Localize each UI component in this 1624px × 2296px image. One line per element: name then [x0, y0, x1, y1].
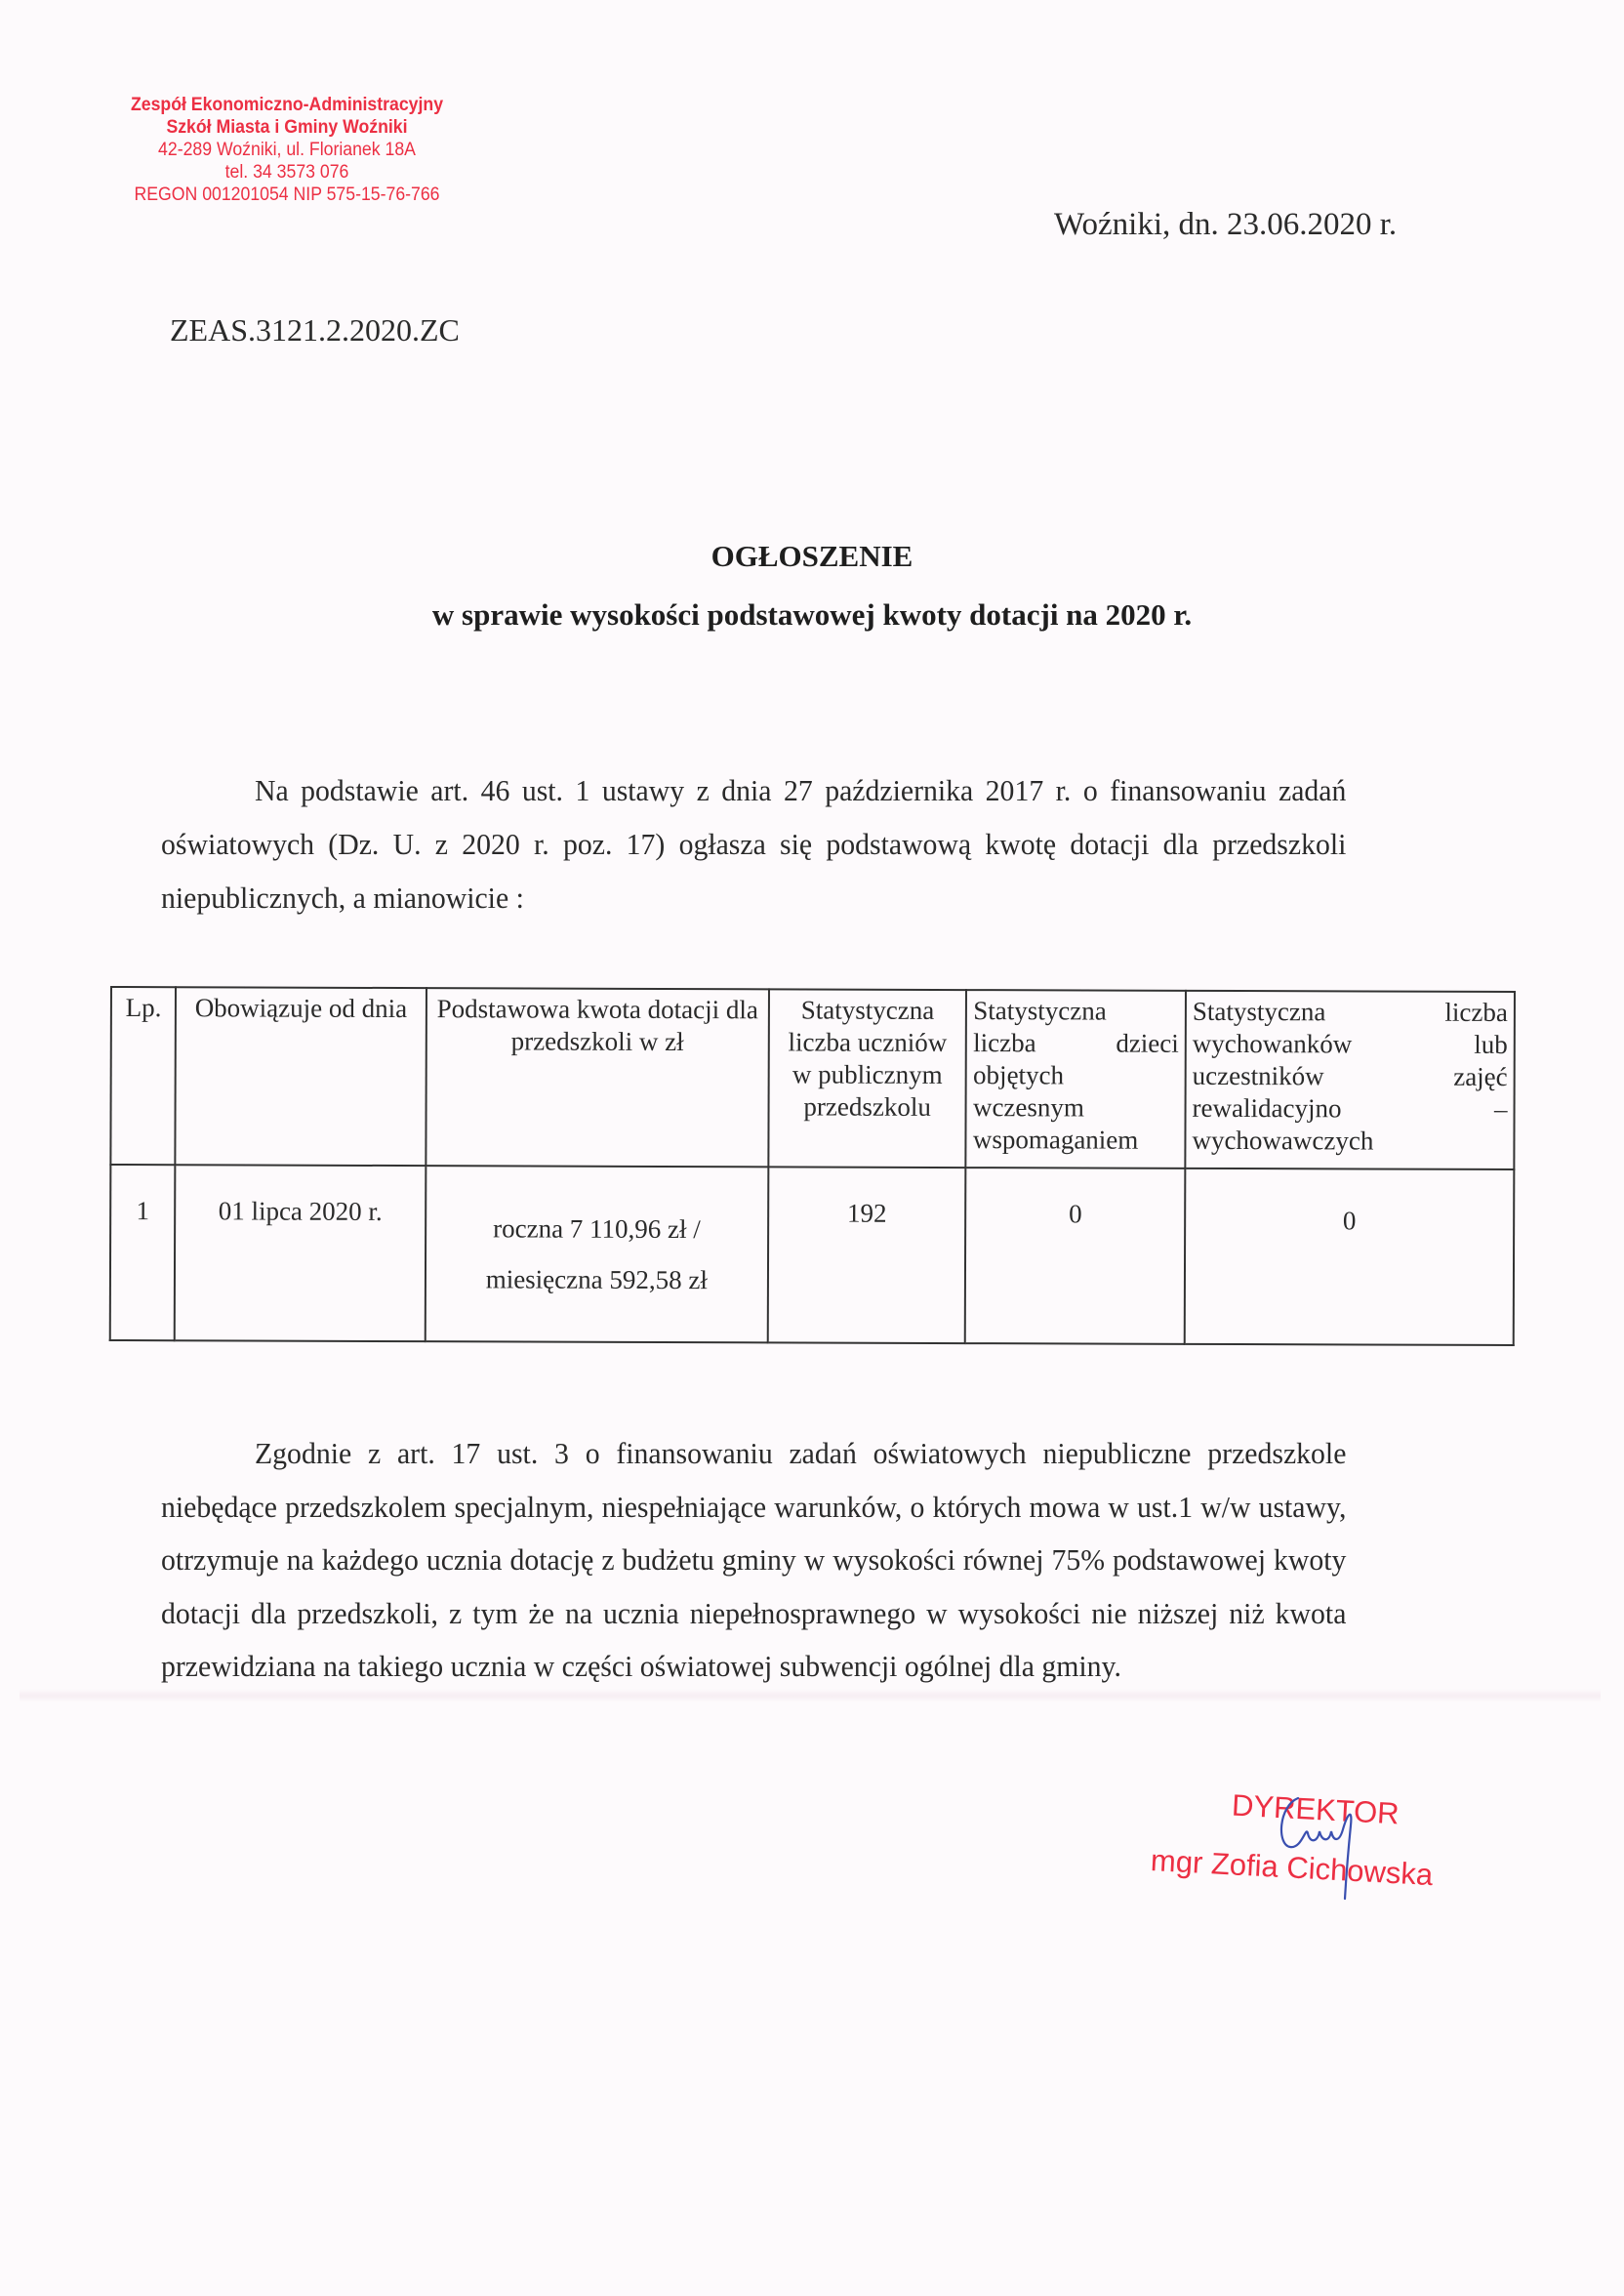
document-title: OGŁOSZENIE	[710, 539, 914, 573]
header-valid-from: Obowiązuje od dnia	[176, 987, 426, 1166]
table-row	[110, 1165, 1515, 1345]
stamp-line-address: 42-289 Woźniki, ul. Florianek 18A	[158, 140, 416, 160]
header-rehab-line	[1193, 1092, 1508, 1126]
closing-paragraph-text: Zgodnie z art. 17 ust. 3 o finansowaniu zadań oświatowych niepubliczne przedszkole niebędące przedszkolem specjalnym, niespełniające warunków, o których mowa w ust.1 w/w ustawy, otrzymuje na każdego ucznia dotację z budżetu gminy w wysokości równej 75% podstawowej kwoty dotacji dla przedszkoli, z tym że na ucznia niepełnosprawnego w wysokości nie niższej niż kwota przewidziana na takiego ucznia w części oświatowej subwencji ogólnej dla gminy.	[161, 1436, 1347, 1683]
closing-paragraph	[161, 1427, 1346, 1694]
header-rehab-left: uczestników	[1192, 1060, 1324, 1091]
header-rehab-right: zajęć	[1453, 1061, 1508, 1091]
header-rehab-line	[1192, 1125, 1507, 1158]
header-base-amount: Podstawowa kwota dotacji dla przedszkoli w zł	[426, 988, 769, 1167]
stamp-line-institution: Zespół Ekonomiczno-Administracyjny	[130, 95, 444, 115]
cell-public-pupils: 192	[768, 1167, 966, 1343]
header-lp: Lp.	[110, 987, 176, 1165]
letterhead-stamp	[105, 94, 468, 206]
header-early-support-line: wspomaganiem	[972, 1125, 1139, 1155]
cell-rehab: 0	[1185, 1168, 1515, 1345]
header-rehab-left: wychowanków	[1192, 1028, 1353, 1059]
scan-artifact-band	[20, 1689, 1601, 1702]
header-rehab-right: –	[1494, 1093, 1508, 1124]
place-date: Woźniki, dn. 23.06.2020 r.	[1054, 207, 1398, 242]
stamp-line-schools: Szkół Miasta i Gminy Woźniki	[166, 117, 408, 138]
header-rehab-right: lub	[1474, 1029, 1508, 1059]
header-rehab-left: Statystyczna	[1192, 996, 1326, 1027]
reference-number: ZEAS.3121.2.2020.ZC	[170, 312, 460, 348]
stamp-line-regon-nip: REGON 001201054 NIP 575-15-76-766	[134, 184, 440, 205]
header-rehab-line	[1193, 1028, 1508, 1061]
amount-annual: roczna 7 110,96 zł /	[493, 1213, 701, 1245]
header-rehab-line	[1193, 1060, 1508, 1093]
document-subtitle: w sprawie wysokości podstawowej kwoty dotacji na 2020 r.	[431, 597, 1193, 632]
header-rehab-left: wychowawczych	[1192, 1125, 1374, 1156]
header-early-support-line: liczba dzieci	[973, 1028, 1179, 1058]
cell-lp: 1	[110, 1165, 176, 1340]
header-early-support-line: objętych	[973, 1060, 1065, 1090]
signature-role: DYREKTOR	[1231, 1787, 1401, 1831]
header-early-support-line: wczesnym	[972, 1092, 1084, 1123]
intro-paragraph-text: Na podstawie art. 46 ust. 1 ustawy z dnia 27 października 2017 r. o finansowaniu zadań oświatowych (Dz. U. z 2020 r. poz. 17) ogłasza się podstawową kwotę dotacji dla przedszkoli niepublicznych, a mianowicie :	[161, 773, 1347, 915]
header-rehab-line	[1193, 996, 1508, 1029]
table-header-row	[110, 987, 1515, 1169]
amount-monthly: miesięczna 592,58 zł	[485, 1264, 708, 1295]
stamp-line-phone: tel. 34 3573 076	[224, 162, 349, 183]
header-rehab-left: rewalidacyjno	[1192, 1092, 1342, 1124]
signature-block	[1122, 1757, 1532, 1923]
intro-paragraph	[161, 763, 1346, 924]
subsidy-table	[109, 986, 1516, 1346]
signature-name: mgr Zofia Cichowska	[1150, 1843, 1435, 1893]
header-early-support	[966, 990, 1186, 1168]
cell-early-support: 0	[965, 1168, 1185, 1344]
header-early-support-line: Statystyczna	[973, 996, 1107, 1026]
header-public-pupils: Statystyczna liczba uczniów w publicznym przedszkolu	[768, 989, 966, 1168]
cell-valid-from: 01 lipca 2020 r.	[175, 1165, 426, 1341]
header-rehab	[1185, 991, 1515, 1169]
cell-base-amount	[426, 1166, 769, 1342]
header-rehab-right: liczba	[1444, 997, 1508, 1027]
